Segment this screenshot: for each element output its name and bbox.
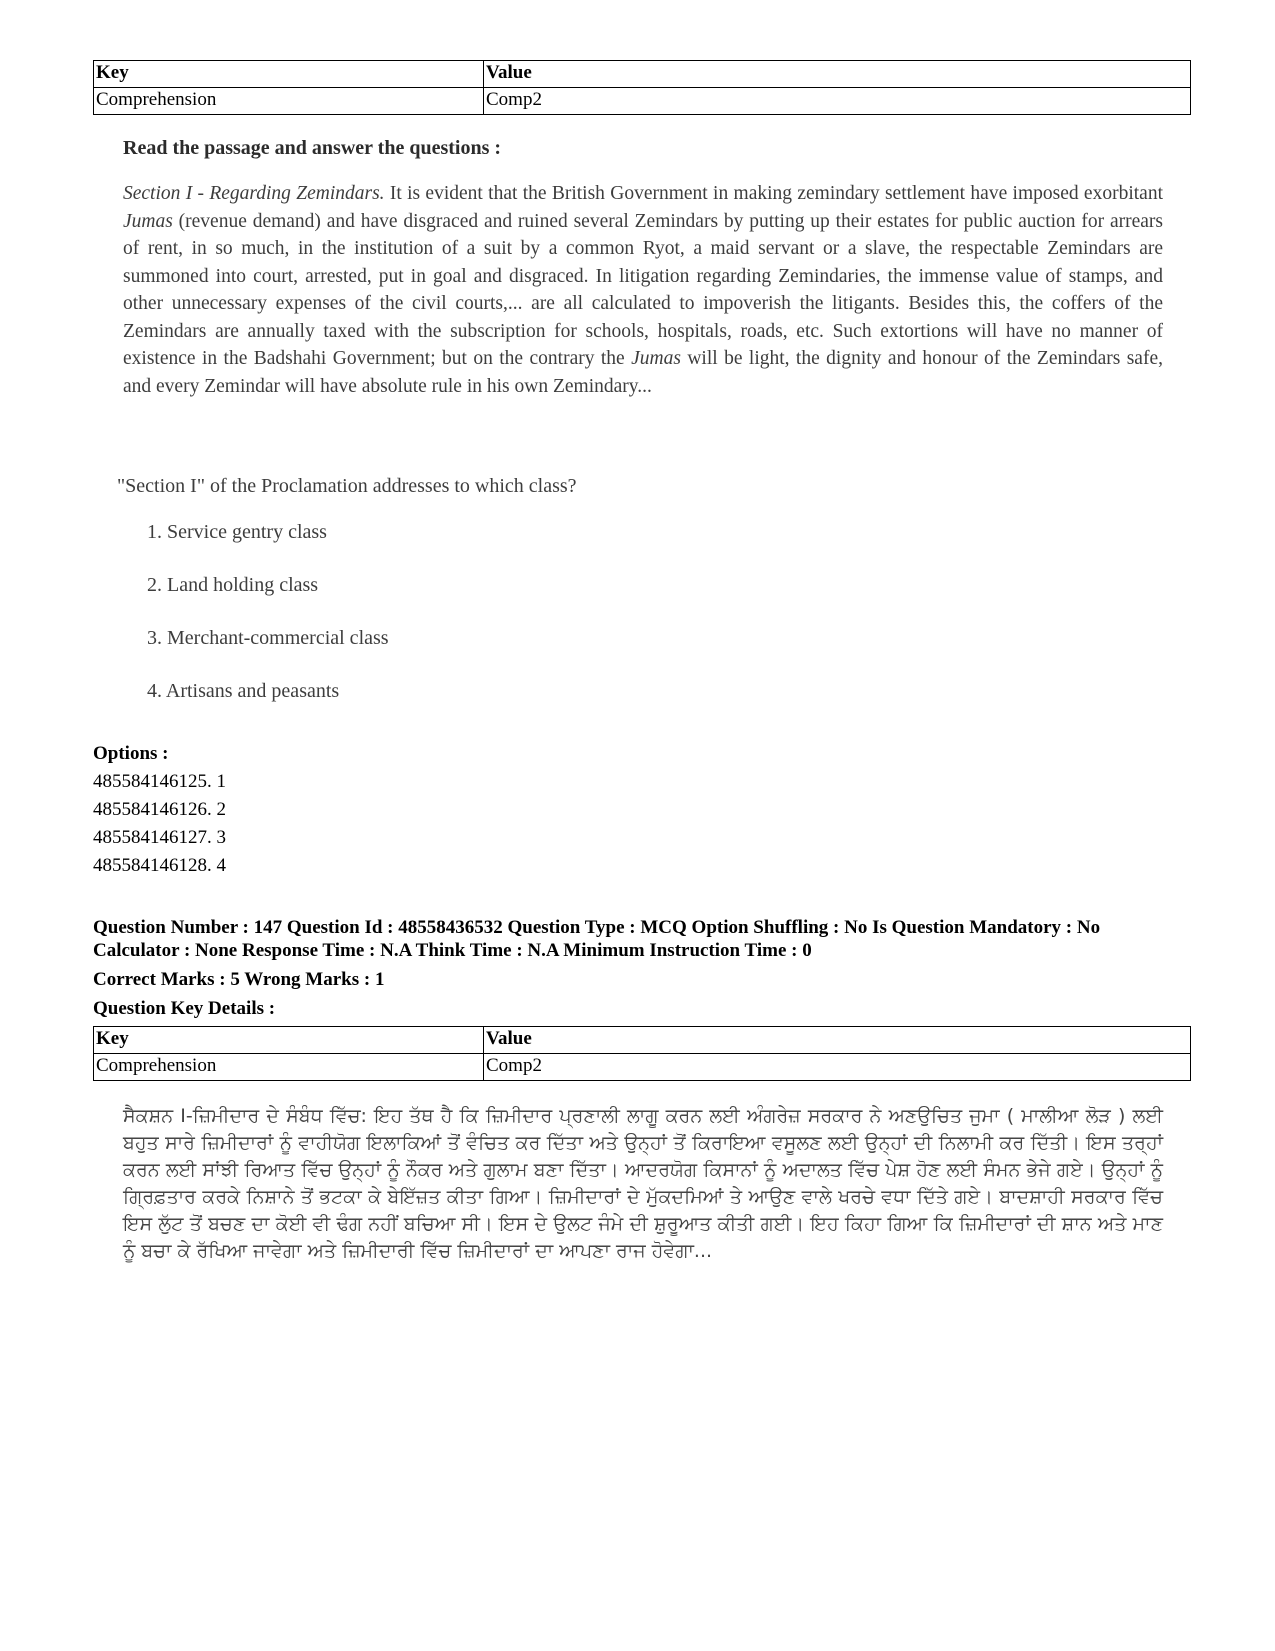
- passage-text: [123, 180, 1163, 400]
- question-option-3: 3. Merchant-commercial class: [147, 627, 389, 649]
- table-header-value: Value: [484, 1027, 1191, 1054]
- passage-section-title: Section I - Regarding Zemindars.: [123, 183, 385, 204]
- table-cell-key: Comprehension: [94, 1054, 484, 1081]
- question-key-details-label: Question Key Details :: [93, 998, 276, 1019]
- table-header-key: Key: [94, 61, 484, 88]
- question-image: [117, 475, 1191, 730]
- table-cell-key: Comprehension: [94, 88, 484, 115]
- passage-jumas-term-2: Jumas: [631, 348, 681, 369]
- table-cell-value: Comp2: [484, 88, 1191, 115]
- option-id-1: 485584146125. 1: [93, 771, 226, 792]
- option-id-3: 485584146127. 3: [93, 827, 226, 848]
- options-list: [93, 740, 1191, 880]
- table-header-value: Value: [484, 61, 1191, 88]
- question-option-1: 1. Service gentry class: [147, 521, 327, 543]
- table-header-row: [94, 1027, 1191, 1054]
- passage-text-part-1: It is evident that the British Government in making zemindary settlement have imposed exorbitant: [384, 183, 1163, 204]
- option-id-2: 485584146126. 2: [93, 799, 226, 820]
- key-value-table-bottom: [93, 1026, 1191, 1081]
- passage-image: [123, 137, 1163, 400]
- table-row: [94, 88, 1191, 115]
- table-cell-value: Comp2: [484, 1054, 1191, 1081]
- options-label: Options :: [93, 743, 169, 764]
- question-option-4: 4. Artisans and peasants: [147, 680, 340, 702]
- passage-jumas-term-1: Jumas: [123, 210, 173, 232]
- question-stem: "Section I" of the Proclamation addresses to which class?: [117, 475, 577, 497]
- punjabi-passage-image: ਸੈਕਸ਼ਨ I-ਜ਼ਿਮੀਦਾਰ ਦੇ ਸੰਬੰਧ ਵਿੱਚ: ਇਹ ਤੱਥ ਹੈ ਕਿ ਜ਼ਿਮੀਦਾਰ ਪ੍ਰਣਾਲੀ ਲਾਗੂ ਕਰਨ ਲਈ ਅੰਗਰੇਜ਼ ਸਰਕਾਰ ਨੇ ਅਣਉਚਿਤ ਜੁਮਾ ( ਮਾਲੀਆ ਲੋੜ ) ਲਈ ਬਹੁਤ ਸਾਰੇ ਜ਼ਿਮੀਦਾਰਾਂ ਨੂੰ ਵਾਹੀਯੋਗ ਇਲਾਕਿਆਂ ਤੋਂ ਵੰਚਿਤ ਕਰ ਦਿੱਤਾ ਅਤੇ ਉਨ੍ਹਾਂ ਤੋਂ ਕਿਰਾਇਆ ਵਸੂਲਣ ਲਈ ਉਨ੍ਹਾਂ ਦੀ ਨਿਲਾਮੀ ਕਰ ਦਿੱਤੀ। ਇਸ ਤਰ੍ਹਾਂ ਕਰਨ ਲਈ ਸਾਂਝੀ ਰਿਆਤ ਵਿੱਚ ਉਨ੍ਹਾਂ ਨੂੰ ਨੌਕਰ ਅਤੇ ਗੁਲਾਮ ਬਣਾ ਦਿੱਤਾ। ਆਦਰਯੋਗ ਕਿਸਾਨਾਂ ਨੂੰ ਅਦਾਲਤ ਵਿੱਚ ਪੇਸ਼ ਹੋਣ ਲਈ ਸੰਮਨ ਭੇਜੇ ਗਏ। ਉਨ੍ਹਾਂ ਨੂੰ ਗ੍ਰਿਫ਼ਤਾਰ ਕਰਕੇ ਨਿਸ਼ਾਨੇ ਤੋਂ ਭਟਕਾ ਕੇ ਬੇਇੱਜ਼ਤ ਕੀਤਾ ਗਿਆ। ਜ਼ਿਮੀਦਾਰਾਂ ਦੇ ਮੁੱਕਦਮਿਆਂ ਤੇ ਆਉਣ ਵਾਲੇ ਖਰਚੇ ਵਧਾ ਦਿੱਤੇ ਗਏ। ਬਾਦਸ਼ਾਹੀ ਸਰਕਾਰ ਵਿੱਚ ਇਸ ਲੁੱਟ ਤੋਂ ਬਚਣ ਦਾ ਕੋਈ ਵੀ ਢੰਗ ਨਹੀਂ ਬਚਿਆ ਸੀ। ਇਸ ਦੇ ਉਲਟ ਜੰਮੇ ਦੀ ਸ਼ੁਰੂਆਤ ਕੀਤੀ ਗਈ। ਇਹ ਕਿਹਾ ਗਿਆ ਕਿ ਜ਼ਿਮੀਦਾਰਾਂ ਦੀ ਸ਼ਾਨ ਅਤੇ ਮਾਣ ਨੂੰ ਬਚਾ ਕੇ ਰੱਖਿਆ ਜਾਵੇਗਾ ਅਤੇ ਜ਼ਿਮੀਦਾਰੀ ਵਿੱਚ ਜ਼ਿਮੀਦਾਰਾਂ ਦਾ ਆਪਣਾ ਰਾਜ ਹੋਵੇਗਾ...: [123, 1105, 1163, 1262]
- option-id-4: 485584146128. 4: [93, 855, 226, 876]
- question-metadata: [93, 916, 1191, 1020]
- table-header-row: [94, 61, 1191, 88]
- table-row: [94, 1054, 1191, 1081]
- passage-heading: Read the passage and answer the questions :: [123, 137, 502, 159]
- question-marks: Correct Marks : 5 Wrong Marks : 1: [93, 969, 385, 990]
- table-header-key: Key: [94, 1027, 484, 1054]
- document-page: [93, 60, 1191, 1265]
- key-value-table-top: [93, 60, 1191, 115]
- passage-text-part-2: (revenue demand) and have disgraced and ruined several Zemindars by putting up their estates for public auction for arrears of rent, in so much, in the institution of a suit by a common Ryot, a maid servant or a slave, the respectable Zemindars are summoned into court, arrested, put in goal and disgraced. In litigation regarding Zemindaries, the immense value of stamps, and other unnecessary expenses of the civil courts,... are all calculated to impoverish the litigants. Besides this, the coffers of the Zemindars are annually taxed with the subscription for schools, hospitals, roads, etc. Such extortions will have no manner of existence in the Badshahi Government; but on the contrary the: [123, 210, 1163, 369]
- question-option-2: 2. Land holding class: [147, 574, 319, 596]
- passage-text-part-3: will be light, the dignity and honour of the Zemindars safe, and every Zemindar will have absolute rule in his own Zemindary...: [123, 348, 1163, 397]
- question-info-line: Question Number : 147 Question Id : 48558436532 Question Type : MCQ Option Shuffling : No Is Question Mandatory : No Calculator : None Response Time : N.A Think Time : N.A Minimum Instruction Time : 0: [93, 917, 1101, 961]
